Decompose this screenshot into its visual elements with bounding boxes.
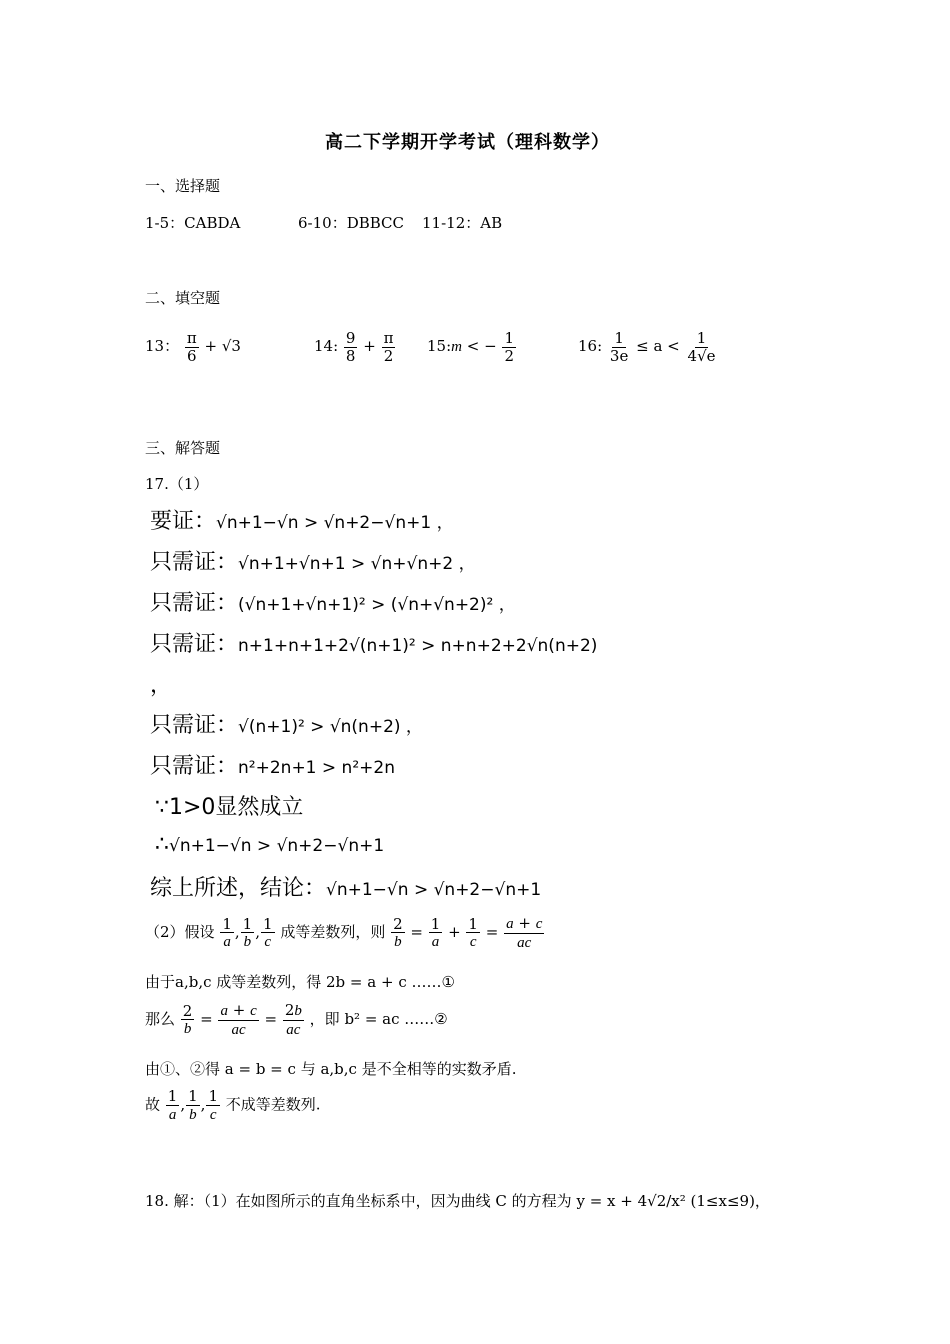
question-17-label: 17.（1） [145, 475, 209, 493]
section-heading-choice: 一、选择题 [145, 177, 221, 195]
choice-answers-1-5: 1-5：CABDA [145, 214, 241, 232]
proof-step: 只需证：(√n+1+√n+1)² > (√n+√n+2)² ， [150, 591, 516, 616]
part2-line4: 由①、②得 a = b = c 与 a,b,c 是不全相等的实数矛盾. [145, 1060, 517, 1078]
question-18-text: 18. 解：（1）在如图所示的直角坐标系中，因为曲线 C 的方程为 y = x + 4√2/x² (1≤x≤9)， [145, 1192, 770, 1210]
proof-step: 只需证：√n+1+√n+1 > √n+√n+2 ， [150, 550, 476, 575]
proof-step: ∵1>0显然成立 [155, 795, 304, 820]
section-heading-fill: 二、填空题 [145, 289, 221, 307]
choice-answers-11-12: 11-12：AB [422, 214, 503, 232]
part2-line3: 那么 $\frac{2}{b}$ = $\frac{a + c}{ac}$ = $\frac{2b}{ac}$ ，即 b² = ac ……② [145, 1001, 448, 1038]
section-heading-solve: 三、解答题 [145, 439, 221, 457]
answer-16: 16: $\frac{1}{3e}$ ≤ a < $\frac{1}{4√e}$ [578, 329, 716, 365]
page-title: 高二下学期开学考试（理科数学） [325, 132, 610, 153]
answer-15: 15:m < − $\frac{1}{2}$ [427, 329, 514, 365]
proof-step: ∴√n+1−√n > √n+2−√n+1 [155, 832, 385, 857]
proof-step: 只需证：√(n+1)² > √n(n+2) ， [150, 713, 423, 738]
proof-step: 要证：√n+1−√n > √n+2−√n+1 ， [150, 509, 454, 534]
part2-line1: （2）假设 $\frac{1}{a}$ , $\frac{1}{b}$ , $\frac{1}{c}$ 成等差数列，则 $\frac{2}{b}$ = $\frac{1}{a}$ + $\frac{1}{c}$ = $\frac{a + c}{ac}$ [145, 914, 543, 951]
choice-answers-6-10: 6-10：DBBCC [298, 214, 405, 232]
proof-step: ， [150, 673, 173, 698]
part2-line2: 由于a,b,c 成等差数列，得 2b = a + c ……① [145, 973, 455, 991]
proof-step: 综上所述，结论：√n+1−√n > √n+2−√n+1 [150, 876, 542, 901]
answer-14: 14: $\frac{9}{8}$ + $\frac{\pi}{2}$ [314, 329, 394, 365]
answer-13: 13： $\frac{\pi}{6}$ + √3 [145, 329, 241, 365]
part2-line5: 故 $\frac{1}{a}$ , $\frac{1}{b}$ , $\frac{1}{c}$ 不成等差数列. [145, 1087, 321, 1123]
proof-step: 只需证：n+1+n+1+2√(n+1)² > n+n+2+2√n(n+2) [150, 632, 598, 657]
proof-step: 只需证：n²+2n+1 > n²+2n [150, 754, 395, 779]
